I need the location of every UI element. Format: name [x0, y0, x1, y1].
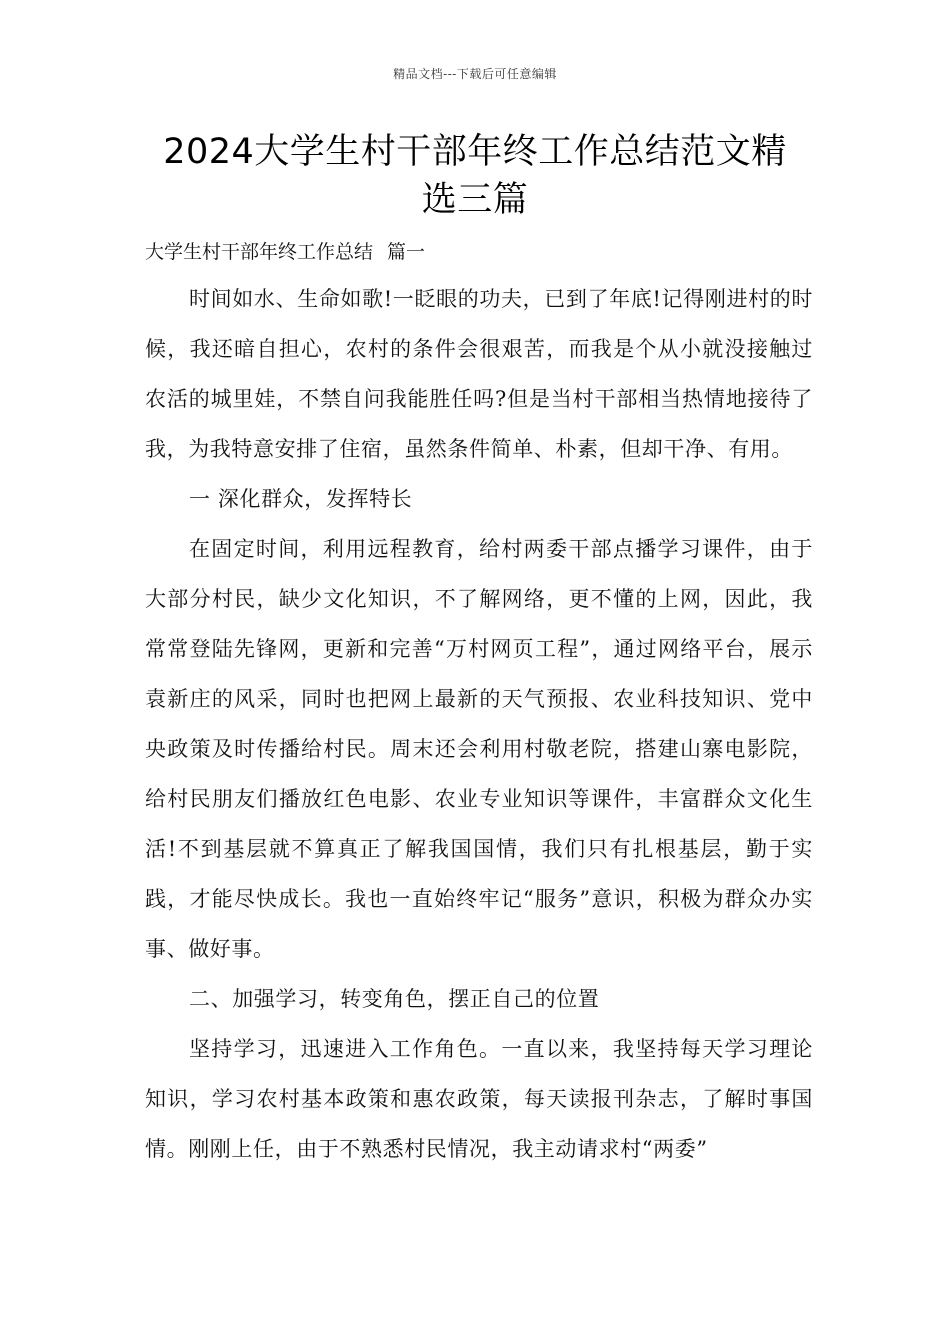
- header-note: 精品文档---下载后可任意编辑: [393, 67, 557, 81]
- section-title-label: 篇一: [387, 241, 426, 263]
- document-body: [145, 274, 813, 1174]
- section-title: [145, 238, 425, 266]
- document-title-line-2: 选三篇: [421, 180, 529, 220]
- paragraph-1: 时间如水、生命如歌!一眨眼的功夫，已到了年底!记得刚进村的时候，我还暗自担心，农村的条件会很艰苦，而我是个从小就没接触过农活的城里娃，不禁自问我能胜任吗?但是当村干部相当热情地接待了我，为我特意安排了住宿，虽然条件简单、朴素，但却干净、有用。: [145, 287, 813, 461]
- document-title-line-1: 2024大学生村干部年终工作总结范文精: [163, 132, 787, 172]
- paragraph-3: 坚持学习，迅速进入工作角色。一直以来，我坚持每天学习理论知识，学习农村基本政策和惠农政策，每天读报刊杂志，了解时事国情。刚刚上任，由于不熟悉村民情况，我主动请求村“两委”: [145, 1037, 813, 1161]
- paragraph-2: 在固定时间，利用远程教育，给村两委干部点播学习课件，由于大部分村民，缺少文化知识，不了解网络，更不懂的上网，因此，我常常登陆先锋网，更新和完善“万村网页工程”，通过网络平台，展示袁新庄的风采，同时也把网上最新的天气预报、农业科技知识、党中央政策及时传播给村民。周末还会利用村敬老院，搭建山寨电影院，给村民朋友们播放红色电影、农业专业知识等课件，丰富群众文化生活!不到基层就不算真正了解我国国情，我们只有扎根基层，勤于实践，才能尽快成长。我也一直始终牢记“服务”意识，积极为群众办实事、做好事。: [145, 537, 813, 961]
- document-title: [120, 128, 830, 224]
- subheading-2: 二、加强学习，转变角色，摆正自己的位置: [189, 987, 600, 1011]
- section-title-text: 大学生村干部年终工作总结: [145, 241, 374, 263]
- subheading-1: 一 深化群众，发挥特长: [189, 487, 413, 511]
